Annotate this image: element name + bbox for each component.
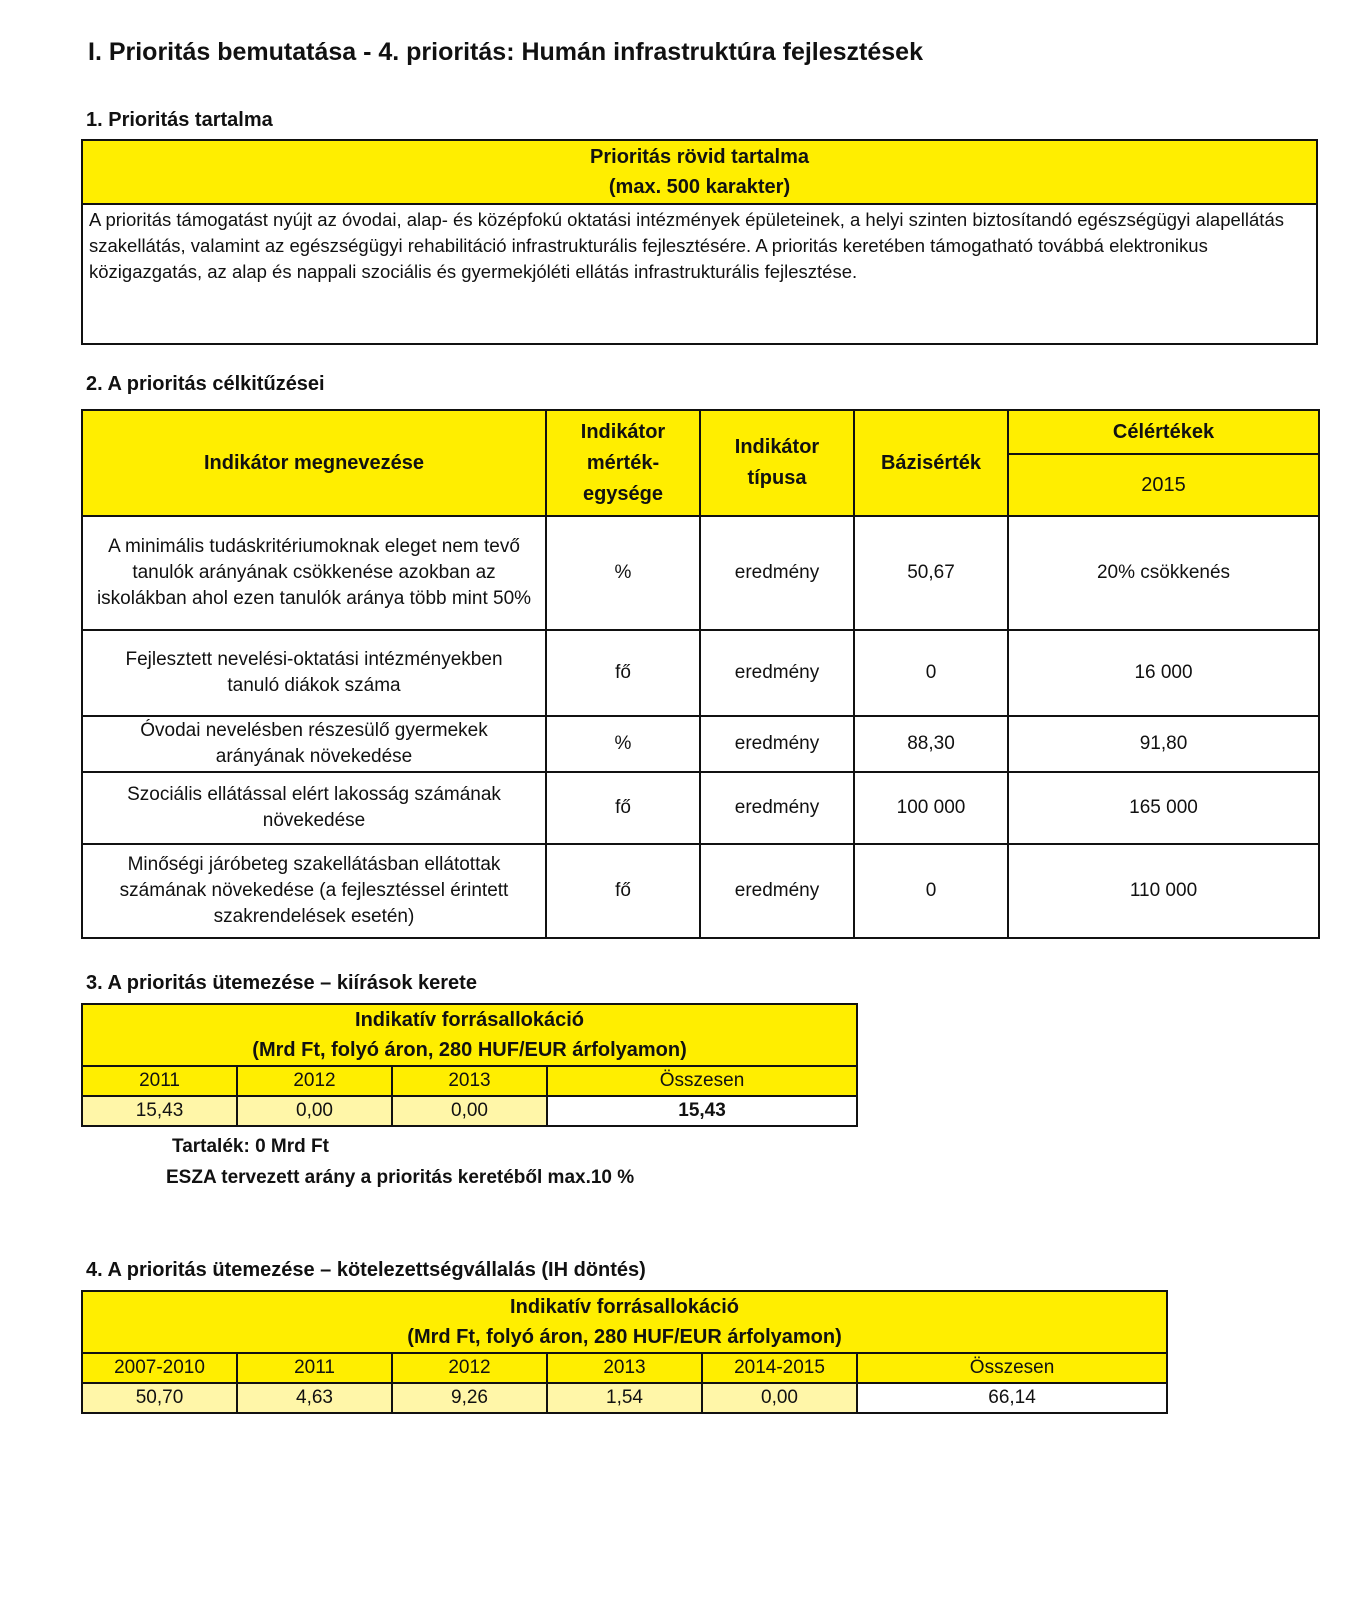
column-header: Összesen xyxy=(857,1353,1167,1383)
value-cell: 0,00 xyxy=(702,1383,857,1413)
indicator-base: 0 xyxy=(854,844,1008,938)
indicator-type: eredmény xyxy=(700,716,854,772)
header-target-values: Célértékek xyxy=(1008,410,1319,454)
allocation-calls-table xyxy=(81,1003,858,1127)
indicator-target: 110 000 xyxy=(1008,844,1319,938)
column-header: 2012 xyxy=(237,1066,392,1096)
allocation-commitment-table xyxy=(81,1290,1168,1414)
section4-heading: 4. A prioritás ütemezése – kötelezettségvállalás (IH döntés) xyxy=(86,1259,646,1281)
priority-content-header xyxy=(82,140,1317,204)
table-row xyxy=(82,716,1319,772)
table-row xyxy=(82,1383,1167,1413)
column-header: Összesen xyxy=(547,1066,857,1096)
header-line1: Indikatív forrásallokáció xyxy=(355,1009,585,1031)
header-base-value: Bázisérték xyxy=(854,410,1008,516)
total-cell: 15,43 xyxy=(547,1096,857,1126)
indicator-type: eredmény xyxy=(700,630,854,716)
esza-note: ESZA tervezett arány a prioritás keretéből max.10 % xyxy=(166,1167,635,1188)
header-target-year: 2015 xyxy=(1008,454,1319,516)
indicator-target: 165 000 xyxy=(1008,772,1319,844)
section2-heading: 2. A prioritás célkitűzései xyxy=(86,373,325,395)
indicator-name: Óvodai nevelésben részesülő gyermekek arányának növekedése xyxy=(82,716,546,772)
header-line2: (Mrd Ft, folyó áron, 280 HUF/EUR árfolyamon) xyxy=(407,1326,842,1348)
page-title: I. Prioritás bemutatása - 4. prioritás: Humán infrastruktúra fejlesztések xyxy=(88,38,923,66)
column-header: 2013 xyxy=(392,1066,547,1096)
table-row xyxy=(82,772,1319,844)
value-cell: 1,54 xyxy=(547,1383,702,1413)
value-cell: 50,70 xyxy=(82,1383,237,1413)
indicator-base: 0 xyxy=(854,630,1008,716)
value-cell: 0,00 xyxy=(237,1096,392,1126)
section1-heading: 1. Prioritás tartalma xyxy=(86,109,273,131)
indicator-unit: fő xyxy=(546,630,700,716)
table-row xyxy=(82,516,1319,630)
header-line2: (Mrd Ft, folyó áron, 280 HUF/EUR árfolyamon) xyxy=(252,1039,687,1061)
value-cell: 4,63 xyxy=(237,1383,392,1413)
value-cell: 15,43 xyxy=(82,1096,237,1126)
value-cell: 9,26 xyxy=(392,1383,547,1413)
indicator-target: 91,80 xyxy=(1008,716,1319,772)
total-cell: 66,14 xyxy=(857,1383,1167,1413)
indicator-name: A minimális tudáskritériumoknak eleget nem tevő tanulók arányának csökkenése azokban az iskolákban ahol ezen tanulók aránya több mint 50% xyxy=(82,516,546,630)
table-row xyxy=(82,844,1319,938)
indicator-type: eredmény xyxy=(700,844,854,938)
column-header: 2012 xyxy=(392,1353,547,1383)
indicator-name: Szociális ellátással elért lakosság számának növekedése xyxy=(82,772,546,844)
section3-heading: 3. A prioritás ütemezése – kiírások kerete xyxy=(86,972,477,994)
header-indicator-type: Indikátor típusa xyxy=(700,410,854,516)
indicator-type: eredmény xyxy=(700,772,854,844)
indicator-name: Minőségi járóbeteg szakellátásban ellátottak számának növekedése (a fejlesztéssel érintett szakrendelések esetén) xyxy=(82,844,546,938)
indicator-target: 20% csökkenés xyxy=(1008,516,1319,630)
column-header: 2011 xyxy=(237,1353,392,1383)
table-row xyxy=(82,1096,857,1126)
column-header: 2011 xyxy=(82,1066,237,1096)
indicator-unit: % xyxy=(546,716,700,772)
header-line1: Indikatív forrásallokáció xyxy=(510,1296,740,1318)
indicator-unit: % xyxy=(546,516,700,630)
indicator-base: 88,30 xyxy=(854,716,1008,772)
indicator-name: Fejlesztett nevelési-oktatási intézményekben tanuló diákok száma xyxy=(82,630,546,716)
priority-content-table xyxy=(81,139,1318,345)
header-line2: (max. 500 karakter) xyxy=(608,176,791,198)
allocation-header xyxy=(82,1291,1167,1353)
reserve-note: Tartalék: 0 Mrd Ft xyxy=(172,1136,329,1157)
header-indicator-unit: Indikátor mérték-egysége xyxy=(546,410,700,516)
table-row xyxy=(82,630,1319,716)
indicator-target: 16 000 xyxy=(1008,630,1319,716)
header-indicator-name: Indikátor megnevezése xyxy=(82,410,546,516)
indicator-base: 100 000 xyxy=(854,772,1008,844)
column-header: 2013 xyxy=(547,1353,702,1383)
value-cell: 0,00 xyxy=(392,1096,547,1126)
indicator-unit: fő xyxy=(546,772,700,844)
indicator-type: eredmény xyxy=(700,516,854,630)
indicators-table xyxy=(81,409,1320,939)
column-header: 2014-2015 xyxy=(702,1353,857,1383)
priority-content-body: A prioritás támogatást nyújt az óvodai, alap- és középfokú oktatási intézmények épületeinek, a helyi szinten biztosítandó egészségügyi alapellátás szakellátás, valamint az egészségügyi rehabilitáció infrastrukturális fejlesztésére. A prioritás keretében támogatható továbbá elektronikus közigazgatás, az alap és nappali szociális és gyermekjóléti ellátás infrastrukturális fejlesztése. xyxy=(82,204,1317,344)
indicator-base: 50,67 xyxy=(854,516,1008,630)
allocation-header xyxy=(82,1004,857,1066)
column-header: 2007-2010 xyxy=(82,1353,237,1383)
header-line1: Prioritás rövid tartalma xyxy=(590,146,809,168)
indicator-unit: fő xyxy=(546,844,700,938)
